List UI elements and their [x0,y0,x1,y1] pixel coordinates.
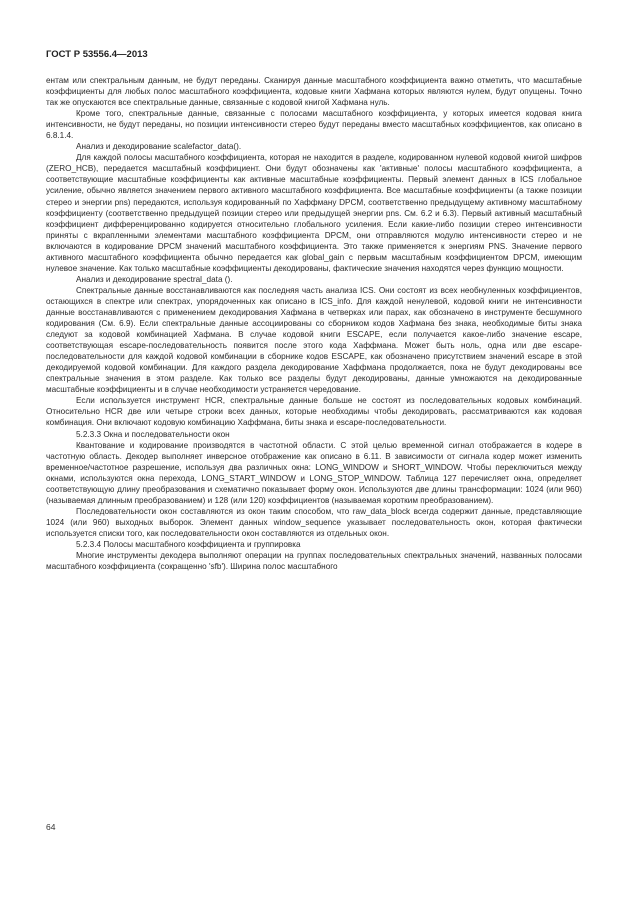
section-heading: 5.2.3.4 Полосы масштабного коэффициента и группировка [76,539,301,549]
paragraph: Кроме того, спектральные данные, связанные с полосами масштабного коэффициента, у которых имеется кодовая книга интенсивности, не будут переданы, но позиции интенсивности стерео будут переданы вместо масштабных коэффициентов, как описано в 6.8.1.4. [46,109,582,141]
standard-header: ГОСТ Р 53556.4—2013 [46,49,148,60]
page-number: 64 [46,822,56,832]
paragraph: ентам или спектральным данным, не будут переданы. Сканируя данные масштабного коэффициента важно отметить, что масштабные коэффициенты для любых полос масштабного коэффициента, кодовые книги Хафмана которых являются нулем, будут опущены. Точно так же опускаются все спектральные данные, связанные с кодовой книгой Хафмана нуль. [46,76,582,108]
paragraph: Анализ и декодирование spectral_data (). [76,274,233,284]
paragraph: Спектральные данные восстанавливаются как последняя часть анализа ICS. Они состоят из всех необнуленных коэффициентов, остающихся в спектре или спектрах, упорядоченных как описано в ICS_info. Для каждой ненулевой, кодовой книги не интенсивности данные восстанавливаются с применением декодирования Хафмана в четверках или парах, как обозначено в инструменте бесшумного кодирования (См. 6.9). Если спектральные данные ассоциированы со сборником кодов Хафмана без знака, необходимые биты знака следуют за кодовой комбинацией Хафмана. В случае кодовой книги ESCAPE, если получается какое-либо значение escape, соответствующая escape-последовательность появится после этого кода Хаффмана. Может быть ноль, одна или две escape-последовательности для каждой кодовой комбинации в сборнике кодов ESCAPE, как обозначено присутствием значений escape в этой декодируемой кодовой комбинации. Для каждого раздела декодирование Хаффмана продолжается, пока не будут декодированы все спектральные значения в этом разделе. Как только все разделы будут декодированы, данные умножаются на декодированные масштабные коэффициенты и в случае необходимости устраняется чередование. [46,285,582,395]
paragraph: Для каждой полосы масштабного коэффициента, которая не находится в разделе, кодированном нулевой кодовой книгой шифров (ZERO_HCB), передается масштабный коэффициент. Они будут обозначены как 'активные' полосы масштабного коэффициента, а соответствующие масштабные коэффициенты как активные масштабные коэффициенты. Первый элемент данных в ICS глобальное усиление, обычно является значением первого активного масштабного коэффициента. Все масштабные коэффициенты (а также позиции стерео и энергии pns) передаются, используя кодированный по Хаффману DPCM, соответственно предыдущему активному масштабному коэффициенту (соответственно предыдущей позиции стерео или предыдущей энергии pns. См. 6.2 и 6.3). Первый активный масштабный коэффициент дифференцированно кодируется относительно глобального усиления. Если какие-либо позиции стерео интенсивности приняты с вкрапленными элементами масштабного коэффициента DPCM, они отправляются модулю интенсивности стерео и не включаются в кодирование DPCM значений масштабного коэффициента. Это также применяется к энергиям PNS. Значение первого активного масштабного коэффициента обычно передается как global_gain с первым масштабным коэффициентом DPCM, имеющим нулевое значение. Как только масштабные коэффициенты декодированы, фактические значения находятся через функцию мощности. [46,153,582,273]
paragraph: Многие инструменты декодера выполняют операции на группах последовательных спектральных значений, названных полосами масштабного коэффициента (сокращенно 'sfb'). Ширина полос масштабного [46,551,582,572]
paragraph: Последовательности окон составляются из окон таким способом, что raw_data_block всегда содержит данные, представляющие 1024 (или 960) выходных выборок. Элемент данных window_sequence указывает последовательность окон, которая фактически используется списки того, как последовательности окон составляются из отдельных окон. [46,506,582,538]
section-heading: 5.2.3.3 Окна и последовательности окон [76,429,230,439]
paragraph: Квантование и кодирование производятся в частотной области. С этой целью временной сигнал отображается в кодере в частотную область. Декодер выполняет инверсное отображение как описано в 6.11. В зависимости от сигнала кодер может изменить временное/частотное разрешение, используя два различных окна: LONG_WINDOW и SHORT_WINDOW. Чтобы переключиться между окнами, используются окна перехода, LONG_START_WINDOW и LONG_STOP_WINDOW. Таблица 127 перечисляет окна, определяет соответствующую длину преобразования и схематично показывает форму окон. Используются две длины трансформации: 1024 (или 960) (называемая длинным преобразованием) и 128 (или 120) коэффициентов (называемая коротким преобразованием). [46,440,582,505]
body-text [46,75,582,572]
paragraph: Анализ и декодирование scalefactor_data(). [76,142,242,152]
paragraph: Если используется инструмент HCR, спектральные данные больше не состоят из последовательных кодовых комбинаций. Относительно HCR две или четыре строки всех данных, которые необходимы чтобы декодировать, рассматриваются как кодовая комбинация. Они включают кодовую комбинацию Хаффмана, биты знака и escape-последовательности. [46,396,582,428]
